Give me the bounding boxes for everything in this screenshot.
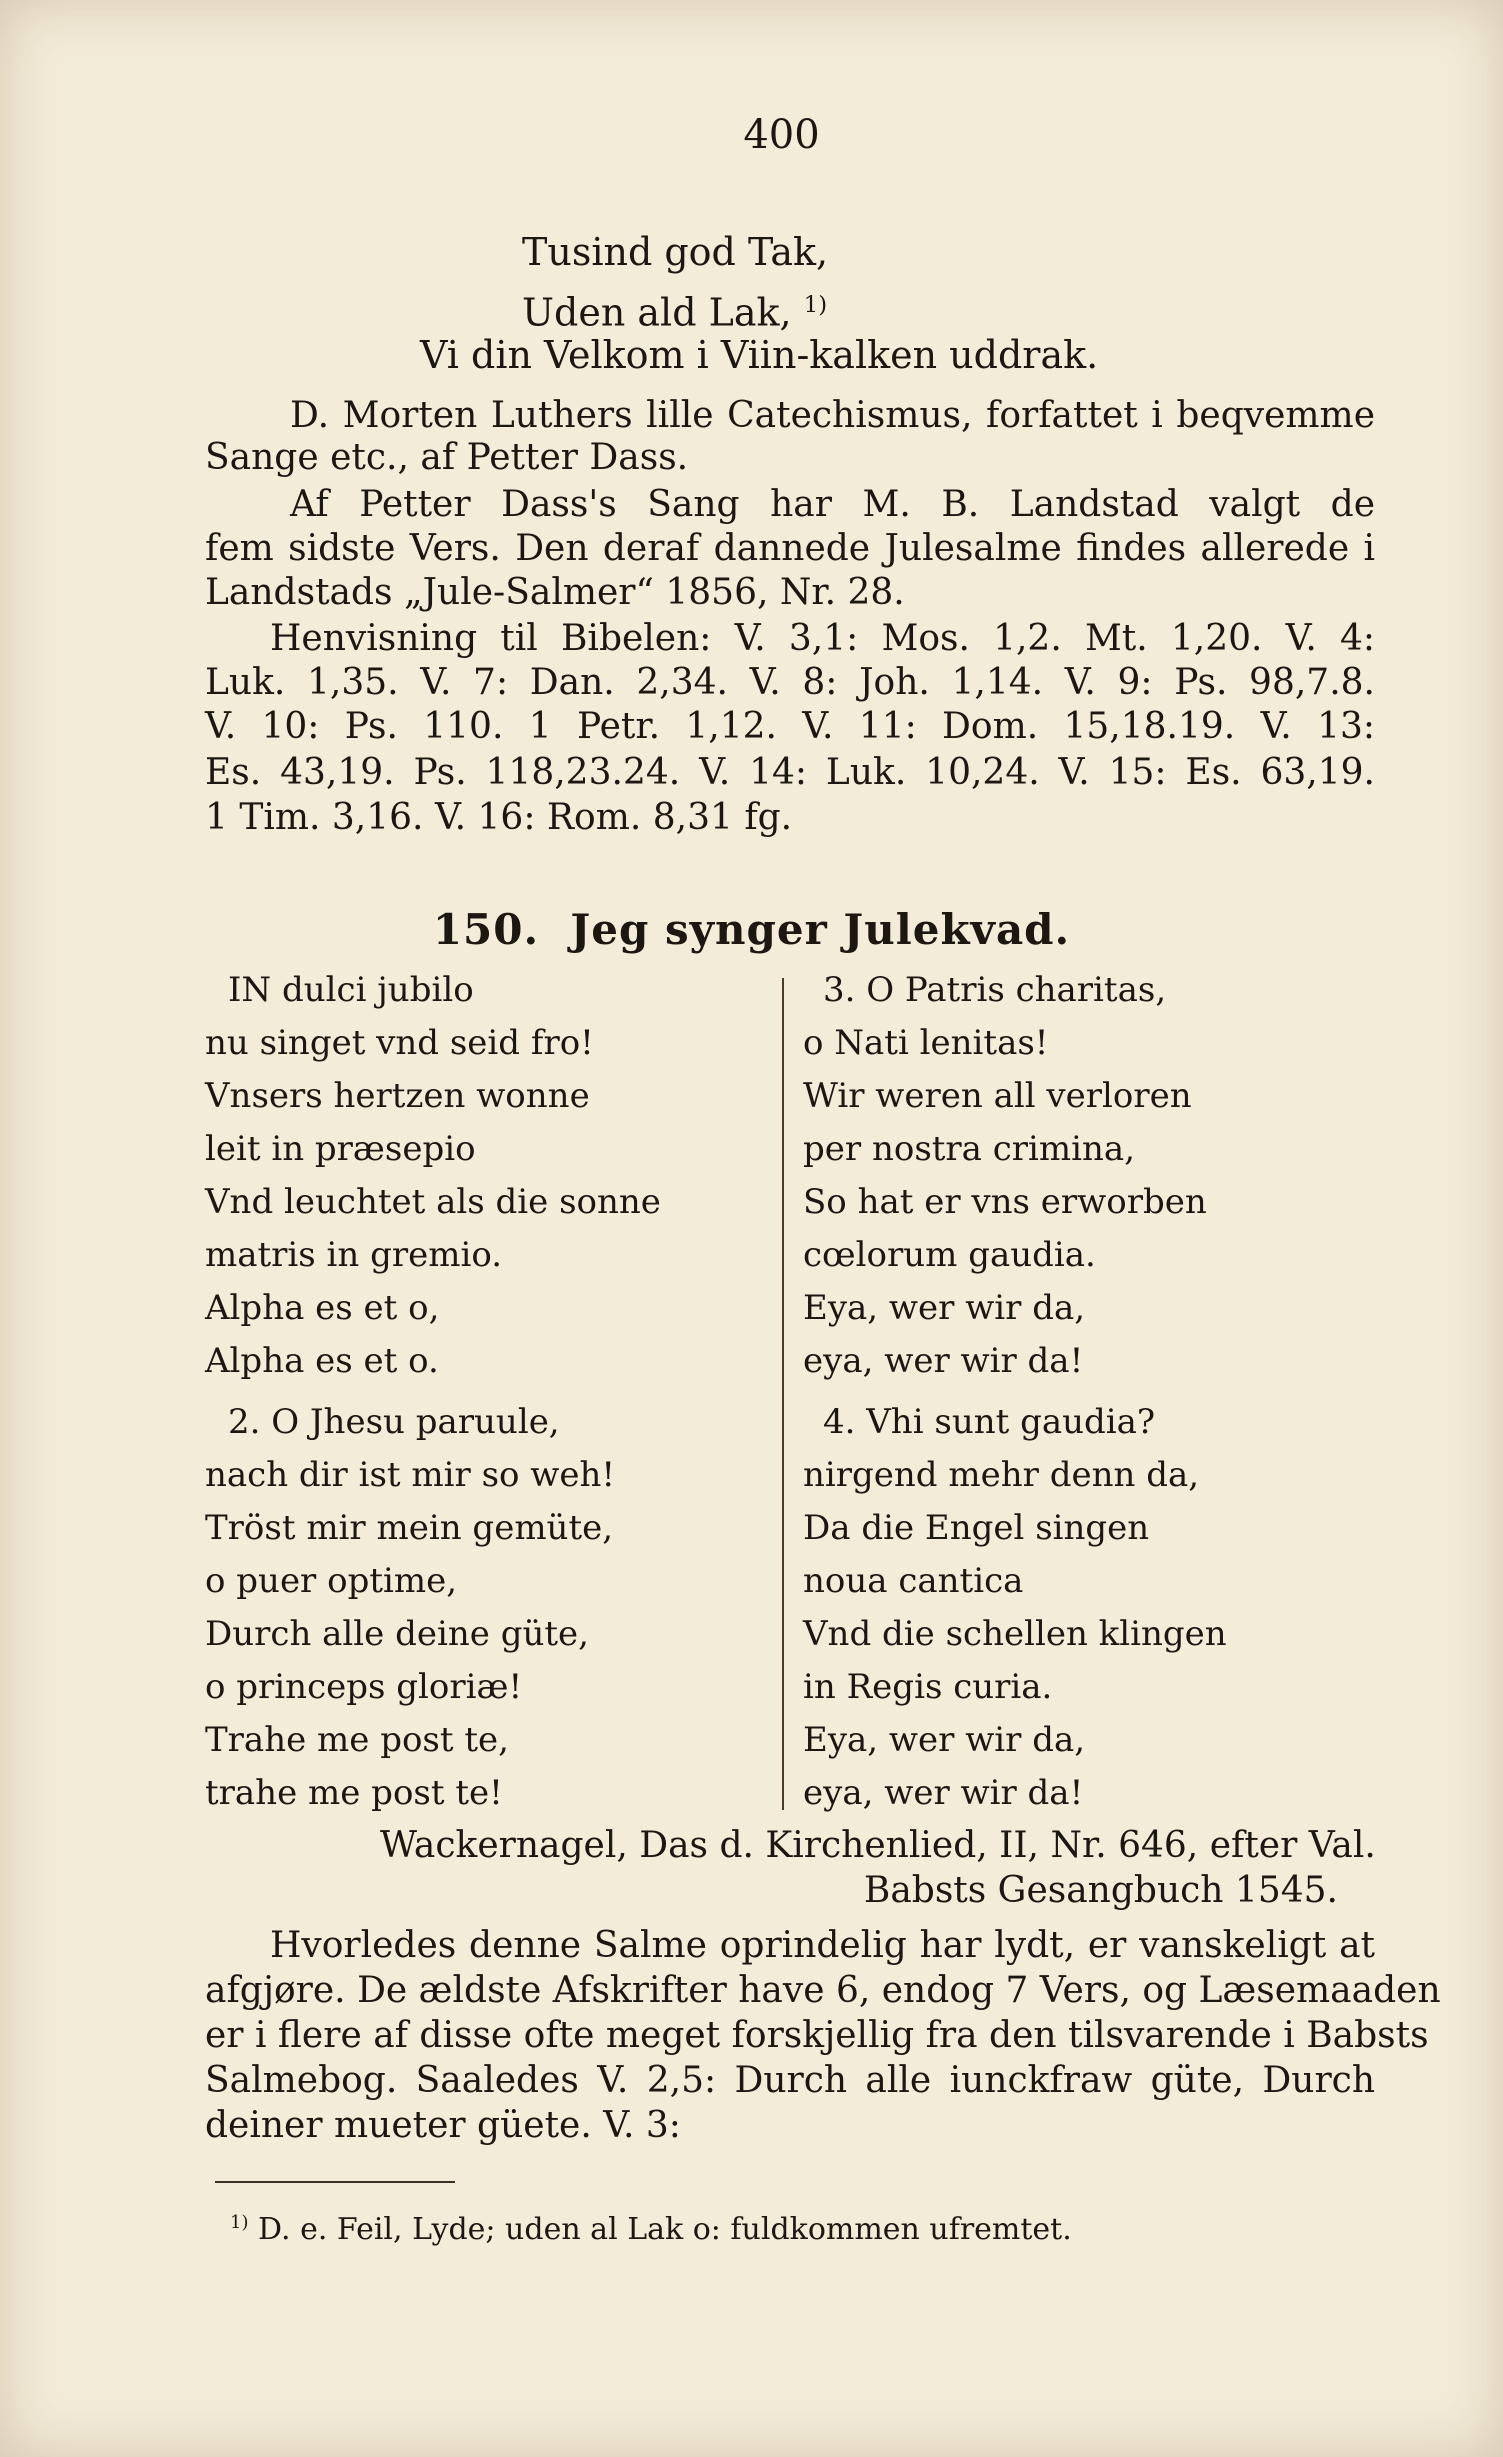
commentary-line-2: afgjøre. De ældste Afskrifter have 6, endog 7 Vers, og Læsemaaden — [205, 1970, 1441, 2011]
footnote-rule — [215, 2181, 455, 2183]
verse-line: Tröst mir mein gemüte, — [205, 1508, 614, 1548]
epigraph-line-3: Vi din Velkom i Viin-kalken uddrak. — [420, 333, 1099, 377]
verse-line: eya, wer wir da! — [803, 1773, 1084, 1813]
references-line-1: Henvisning til Bibelen: V. 3,1: Mos. 1,2. Mt. 1,20. V. 4: — [270, 618, 1375, 659]
verse-line: nirgend mehr denn da, — [803, 1455, 1200, 1495]
intro-line-5: Landstads „Jule-Salmer“ 1856, Nr. 28. — [205, 572, 905, 613]
verse-line: 4. Vhi sunt gaudia? — [823, 1402, 1156, 1442]
epigraph-line-1: Tusind god Tak, — [522, 230, 829, 274]
verse-line: cœlorum gaudia. — [803, 1235, 1096, 1275]
commentary-line-1: Hvorledes denne Salme oprindelig har lydt, er vanskeligt at — [270, 1925, 1375, 1966]
commentary-line-5: deiner mueter güete. V. 3: — [205, 2105, 681, 2146]
references-line-5: 1 Tim. 3,16. V. 16: Rom. 8,31 fg. — [205, 797, 793, 838]
verse-line: leit in præsepio — [205, 1129, 476, 1169]
verse-line: Vnd leuchtet als die sonne — [205, 1182, 661, 1222]
references-line-3: V. 10: Ps. 110. 1 Petr. 1,12. V. 11: Dom. 15,18.19. V. 13: — [205, 706, 1375, 747]
verse-line: So hat er vns erworben — [803, 1182, 1207, 1222]
verse-line: in Regis curia. — [803, 1667, 1053, 1707]
verse-line: trahe me post te! — [205, 1773, 503, 1813]
footnote-marker: 1) — [230, 2212, 249, 2233]
page-number: 400 — [743, 112, 820, 158]
references-line-2: Luk. 1,35. V. 7: Dan. 2,34. V. 8: Joh. 1,14. V. 9: Ps. 98,7.8. — [205, 662, 1375, 703]
intro-line-1: D. Morten Luthers lille Catechismus, forfattet i beqvemme — [290, 395, 1375, 436]
column-divider — [782, 978, 784, 1810]
verse-line: o princeps gloriæ! — [205, 1667, 523, 1707]
verse-line: Eya, wer wir da, — [803, 1288, 1086, 1328]
verse-line: Vnd die schellen klingen — [803, 1614, 1227, 1654]
verse-line: Durch alle deine güte, — [205, 1614, 589, 1654]
verse-line: noua cantica — [803, 1561, 1024, 1601]
hymn-title: Jeg synger Julekvad. — [570, 905, 1071, 954]
verse-line: 3. O Patris charitas, — [823, 970, 1167, 1010]
intro-line-4: fem sidste Vers. Den deraf dannede Julesalme findes allerede i — [205, 528, 1375, 569]
footnote-text: D. e. Feil, Lyde; uden al Lak o: fuldkommen ufremtet. — [258, 2212, 1072, 2247]
verse-line: nu singet vnd seid fro! — [205, 1023, 594, 1063]
verse-line: Trahe me post te, — [205, 1720, 509, 1760]
hymn-number: 150. — [432, 905, 540, 954]
verse-line: Alpha es et o, — [205, 1288, 440, 1328]
verse-line: Wir weren all verloren — [803, 1076, 1192, 1116]
verse-line: Alpha es et o. — [205, 1341, 439, 1381]
source-line-2: Babsts Gesangbuch 1545. — [863, 1870, 1338, 1911]
verse-line: o puer optime, — [205, 1561, 458, 1601]
commentary-line-4: Salmebog. Saaledes V. 2,5: Durch alle iunckfraw güte, Durch — [205, 2060, 1375, 2101]
verse-line: IN dulci jubilo — [228, 970, 474, 1010]
verse-line: matris in gremio. — [205, 1235, 503, 1275]
source-line-1: Wackernagel, Das d. Kirchenlied, II, Nr. 646, efter Val. — [380, 1825, 1376, 1866]
references-line-4: Es. 43,19. Ps. 118,23.24. V. 14: Luk. 10,24. V. 15: Es. 63,19. — [205, 752, 1375, 793]
verse-line: nach dir ist mir so weh! — [205, 1455, 616, 1495]
verse-line: Da die Engel singen — [803, 1508, 1150, 1548]
verse-line: per nostra crimina, — [803, 1129, 1136, 1169]
footnote-ref: 1) — [803, 292, 828, 318]
footnote — [230, 2212, 1072, 2247]
verse-line: o Nati lenitas! — [803, 1023, 1049, 1063]
verse-line: Vnsers hertzen wonne — [205, 1076, 590, 1116]
verse-line: eya, wer wir da! — [803, 1341, 1084, 1381]
verse-line: Eya, wer wir da, — [803, 1720, 1086, 1760]
epigraph-line-2: Uden ald Lak, $^{1)}$ — [522, 290, 828, 335]
intro-line-2: Sange etc., af Petter Dass. — [205, 437, 689, 478]
verse-line: 2. O Jhesu paruule, — [228, 1402, 560, 1442]
hymn-heading — [0, 905, 1503, 954]
intro-line-3: Af Petter Dass's Sang har M. B. Landstad valgt de — [290, 484, 1375, 525]
commentary-line-3: er i flere af disse ofte meget forskjellig fra den tilsvarende i Babsts — [205, 2015, 1429, 2056]
